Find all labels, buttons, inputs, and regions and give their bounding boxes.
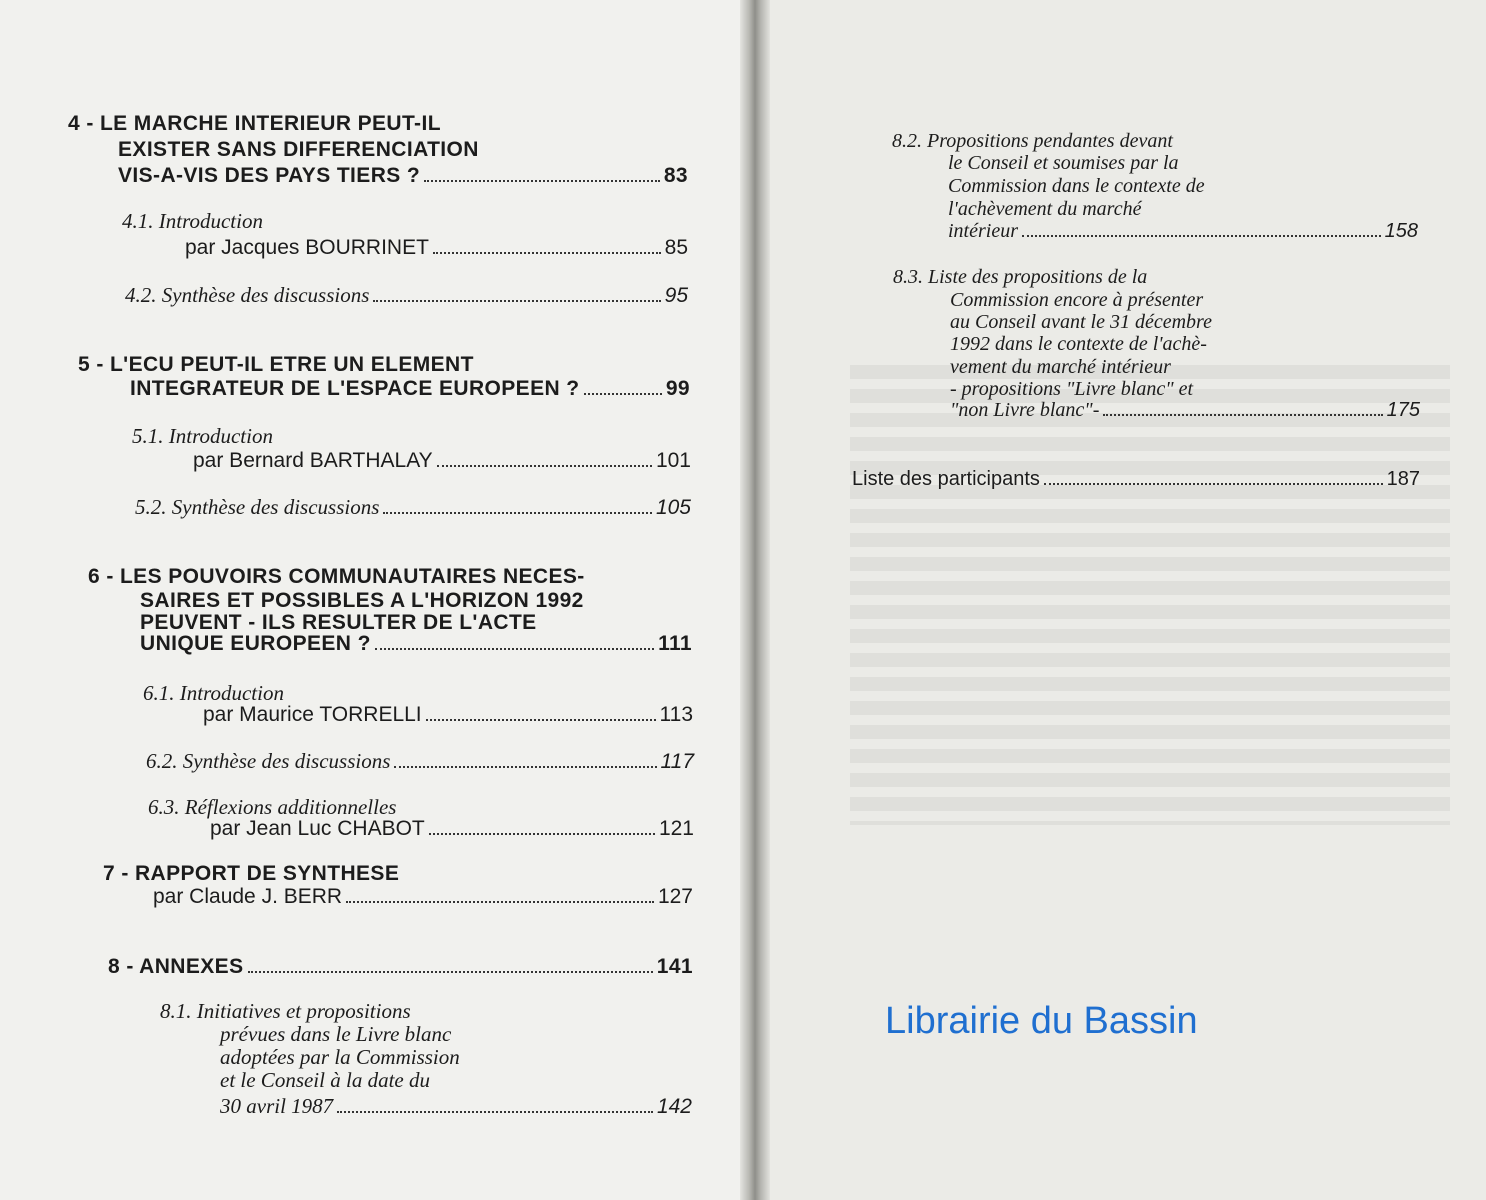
page-number: 99 xyxy=(665,377,690,400)
s8-title: 8 - ANNEXES xyxy=(108,955,244,978)
entry-label: 4.2. Synthèse des discussions xyxy=(125,283,370,307)
page-number: 142 xyxy=(656,1095,692,1118)
entry-label: 5.2. Synthèse des discussions xyxy=(135,495,380,519)
dot-leader xyxy=(1103,413,1382,416)
dot-leader xyxy=(394,765,656,768)
dot-leader xyxy=(429,832,655,835)
book-gutter xyxy=(740,0,770,1200)
show-through-text xyxy=(850,365,1450,825)
dot-leader xyxy=(1044,482,1383,485)
s83-line6: - propositions "Livre blanc" et xyxy=(950,378,1194,400)
s82-line3: Commission dans le contexte de xyxy=(948,175,1205,197)
page-number: 105 xyxy=(655,496,691,519)
s6-sub3-label: 6.3. Réflexions additionnelles xyxy=(148,795,397,819)
s5-title-line1: 5 - L'ECU PEUT-IL ETRE UN ELEMENT xyxy=(78,353,474,376)
dot-leader xyxy=(346,900,654,903)
s83-line7: "non Livre blanc"- xyxy=(950,399,1100,421)
dot-leader xyxy=(248,970,653,973)
s8-sub1-entry[interactable] xyxy=(220,1094,692,1119)
s82-line5: intérieur xyxy=(948,220,1018,242)
s83-line1: 8.3. Liste des propositions de la xyxy=(893,266,1148,288)
author: par Jacques BOURRINET xyxy=(185,236,429,259)
s8-entry[interactable] xyxy=(108,955,693,979)
page-number: 85 xyxy=(664,236,688,259)
page-number: 187 xyxy=(1386,468,1420,490)
author: par Claude J. BERR xyxy=(153,885,343,908)
participants-entry[interactable] xyxy=(852,467,1420,491)
page-number: 141 xyxy=(656,955,693,978)
s6-sub1-label: 6.1. Introduction xyxy=(143,681,284,705)
dot-leader xyxy=(584,392,662,395)
s82-line1: 8.2. Propositions pendantes devant xyxy=(892,130,1173,152)
participants-label: Liste des participants xyxy=(852,468,1040,490)
dot-leader xyxy=(426,718,656,721)
s4-entry[interactable] xyxy=(118,164,688,188)
dot-leader xyxy=(437,464,652,467)
s83-line5: vement du marché intérieur xyxy=(950,356,1171,378)
s83-entry[interactable] xyxy=(950,398,1420,422)
page-number: 83 xyxy=(663,164,688,187)
s6-entry[interactable] xyxy=(140,632,692,656)
s8-sub1-line3: adoptées par la Commission xyxy=(220,1045,460,1069)
s8-sub1-line2: prévues dans le Livre blanc xyxy=(220,1022,452,1046)
s5-title-line2: INTEGRATEUR DE L'ESPACE EUROPEEN ? xyxy=(130,377,580,400)
page-number: 158 xyxy=(1384,220,1418,242)
dot-leader xyxy=(337,1110,653,1113)
dot-leader xyxy=(375,647,654,650)
dot-leader xyxy=(1022,234,1381,237)
s4-title-line3: VIS-A-VIS DES PAYS TIERS ? xyxy=(118,164,421,187)
s8-sub1-line4: et le Conseil à la date du xyxy=(220,1068,430,1092)
s5-entry[interactable] xyxy=(130,377,690,401)
s6-title-line4: UNIQUE EUROPEEN ? xyxy=(140,632,371,655)
page-number: 113 xyxy=(659,703,693,726)
s4-sub1-label: 4.1. Introduction xyxy=(122,209,263,233)
s82-line4: l'achèvement du marché xyxy=(948,198,1142,220)
s83-line2: Commission encore à présenter xyxy=(950,289,1204,311)
author: par Jean Luc CHABOT xyxy=(210,817,425,840)
author: par Maurice TORRELLI xyxy=(203,703,422,726)
page-number: 127 xyxy=(657,885,693,908)
s8-sub1-line5: 30 avril 1987 xyxy=(220,1094,334,1118)
page-number: 95 xyxy=(664,284,688,307)
page-number: 117 xyxy=(660,750,694,773)
watermark-logo: Librairie du Bassin xyxy=(885,1000,1198,1042)
page-number: 101 xyxy=(655,449,691,472)
author: par Bernard BARTHALAY xyxy=(193,449,433,472)
dot-leader xyxy=(383,511,652,514)
s6-title-line2: SAIRES ET POSSIBLES A L'HORIZON 1992 xyxy=(140,589,584,612)
entry-label: 6.2. Synthèse des discussions xyxy=(146,749,391,773)
dot-leader xyxy=(373,299,660,302)
s82-entry[interactable] xyxy=(948,219,1418,243)
s4-sub1-entry[interactable] xyxy=(185,236,688,260)
s83-line4: 1992 dans le contexte de l'achè- xyxy=(950,333,1207,355)
s6-sub1-entry[interactable] xyxy=(203,703,693,727)
s6-title-line1: 6 - LES POUVOIRS COMMUNAUTAIRES NECES- xyxy=(88,565,585,588)
s7-entry[interactable] xyxy=(153,885,693,909)
s4-sub2-entry[interactable] xyxy=(125,283,688,308)
dot-leader xyxy=(424,179,660,182)
s4-title-line2: EXISTER SANS DIFFERENCIATION xyxy=(118,138,479,161)
s4-title-line1: 4 - LE MARCHE INTERIEUR PEUT-IL xyxy=(68,112,441,135)
s6-sub2-entry[interactable] xyxy=(146,749,694,774)
s5-sub1-entry[interactable] xyxy=(193,449,691,473)
s5-sub1-label: 5.1. Introduction xyxy=(132,424,273,448)
page-number: 121 xyxy=(658,817,694,840)
s8-sub1-line1: 8.1. Initiatives et propositions xyxy=(160,999,411,1023)
page-number: 175 xyxy=(1386,399,1420,421)
s5-sub2-entry[interactable] xyxy=(135,495,691,520)
s82-line2: le Conseil et soumises par la xyxy=(948,152,1179,174)
s7-title: 7 - RAPPORT DE SYNTHESE xyxy=(103,862,400,885)
s6-title-line3: PEUVENT - ILS RESULTER DE L'ACTE xyxy=(140,611,537,634)
s6-sub3-entry[interactable] xyxy=(210,817,694,841)
dot-leader xyxy=(433,251,661,254)
s83-line3: au Conseil avant le 31 décembre xyxy=(950,311,1212,333)
page-number: 111 xyxy=(658,632,692,655)
